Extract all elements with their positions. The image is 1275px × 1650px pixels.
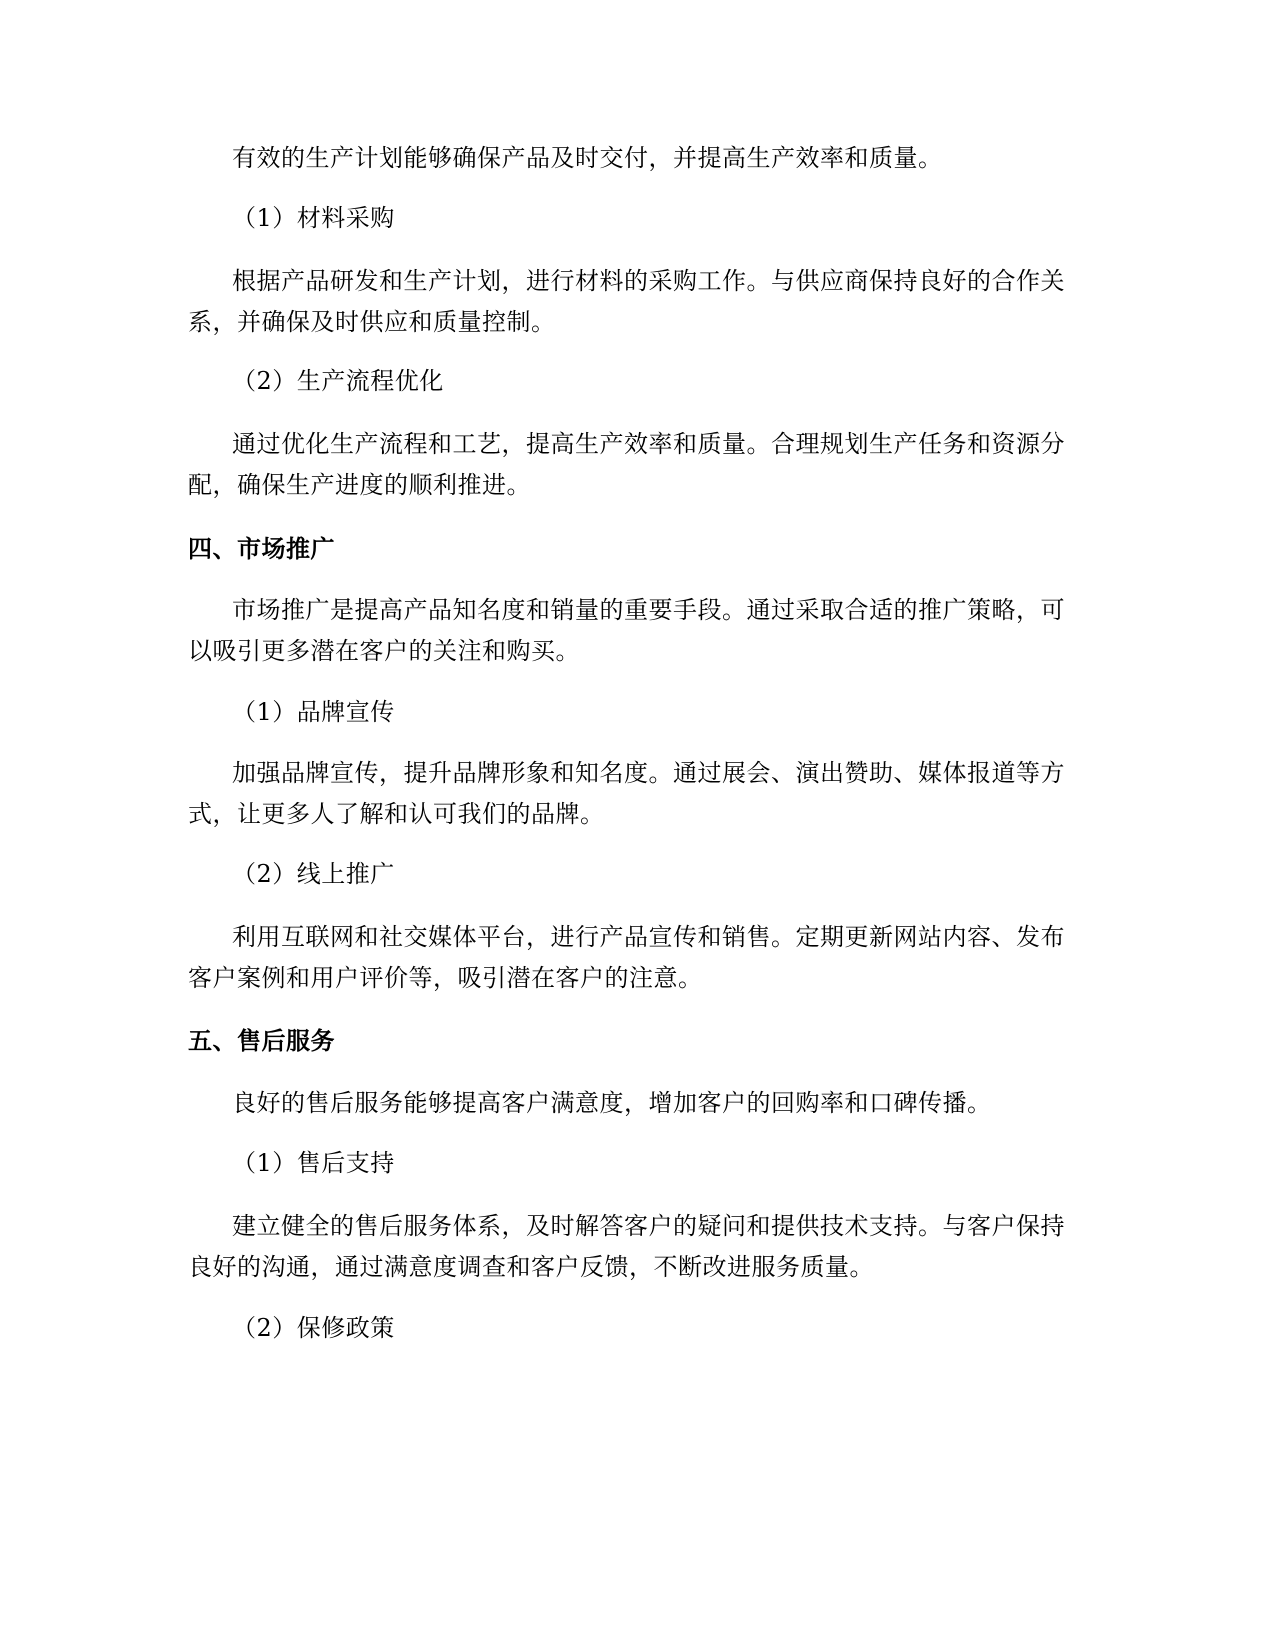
paragraph-online-promotion-line1: 利用互联网和社交媒体平台，进行产品宣传和销售。定期更新网站内容、发布 bbox=[232, 923, 1065, 951]
paragraph-marketing-intro-line1: 市场推广是提高产品知名度和销量的重要手段。通过采取合适的推广策略，可 bbox=[232, 596, 1065, 624]
subheading-after-sales-support: （1）售后支持 bbox=[232, 1149, 395, 1177]
subheading-warranty-policy: （2）保修政策 bbox=[232, 1314, 395, 1342]
paragraph-material-procurement-line1: 根据产品研发和生产计划，进行材料的采购工作。与供应商保持良好的合作关 bbox=[232, 267, 1065, 295]
subheading-process-optimization: （2）生产流程优化 bbox=[232, 367, 444, 395]
subheading-material-procurement: （1）材料采购 bbox=[232, 204, 395, 232]
section-heading-after-sales: 五、售后服务 bbox=[188, 1027, 335, 1055]
paragraph-after-sales-support-line1: 建立健全的售后服务体系，及时解答客户的疑问和提供技术支持。与客户保持 bbox=[232, 1212, 1065, 1240]
subheading-brand-promotion: （1）品牌宣传 bbox=[232, 698, 395, 726]
paragraph-production-plan-intro: 有效的生产计划能够确保产品及时交付，并提高生产效率和质量。 bbox=[232, 144, 943, 172]
paragraph-after-sales-intro: 良好的售后服务能够提高客户满意度，增加客户的回购率和口碑传播。 bbox=[232, 1089, 992, 1117]
paragraph-brand-promotion-line1: 加强品牌宣传，提升品牌形象和知名度。通过展会、演出赞助、媒体报道等方 bbox=[232, 759, 1065, 787]
paragraph-process-optimization-line1: 通过优化生产流程和工艺，提高生产效率和质量。合理规划生产任务和资源分 bbox=[232, 430, 1065, 458]
paragraph-material-procurement-line2: 系，并确保及时供应和质量控制。 bbox=[188, 308, 556, 336]
paragraph-after-sales-support-line2: 良好的沟通，通过满意度调查和客户反馈，不断改进服务质量。 bbox=[188, 1253, 874, 1281]
section-heading-marketing: 四、市场推广 bbox=[188, 535, 335, 563]
paragraph-brand-promotion-line2: 式，让更多人了解和认可我们的品牌。 bbox=[188, 800, 605, 828]
paragraph-online-promotion-line2: 客户案例和用户评价等，吸引潜在客户的注意。 bbox=[188, 964, 703, 992]
paragraph-marketing-intro-line2: 以吸引更多潜在客户的关注和购买。 bbox=[188, 637, 580, 665]
paragraph-process-optimization-line2: 配，确保生产进度的顺利推进。 bbox=[188, 471, 531, 499]
subheading-online-promotion: （2）线上推广 bbox=[232, 860, 395, 888]
